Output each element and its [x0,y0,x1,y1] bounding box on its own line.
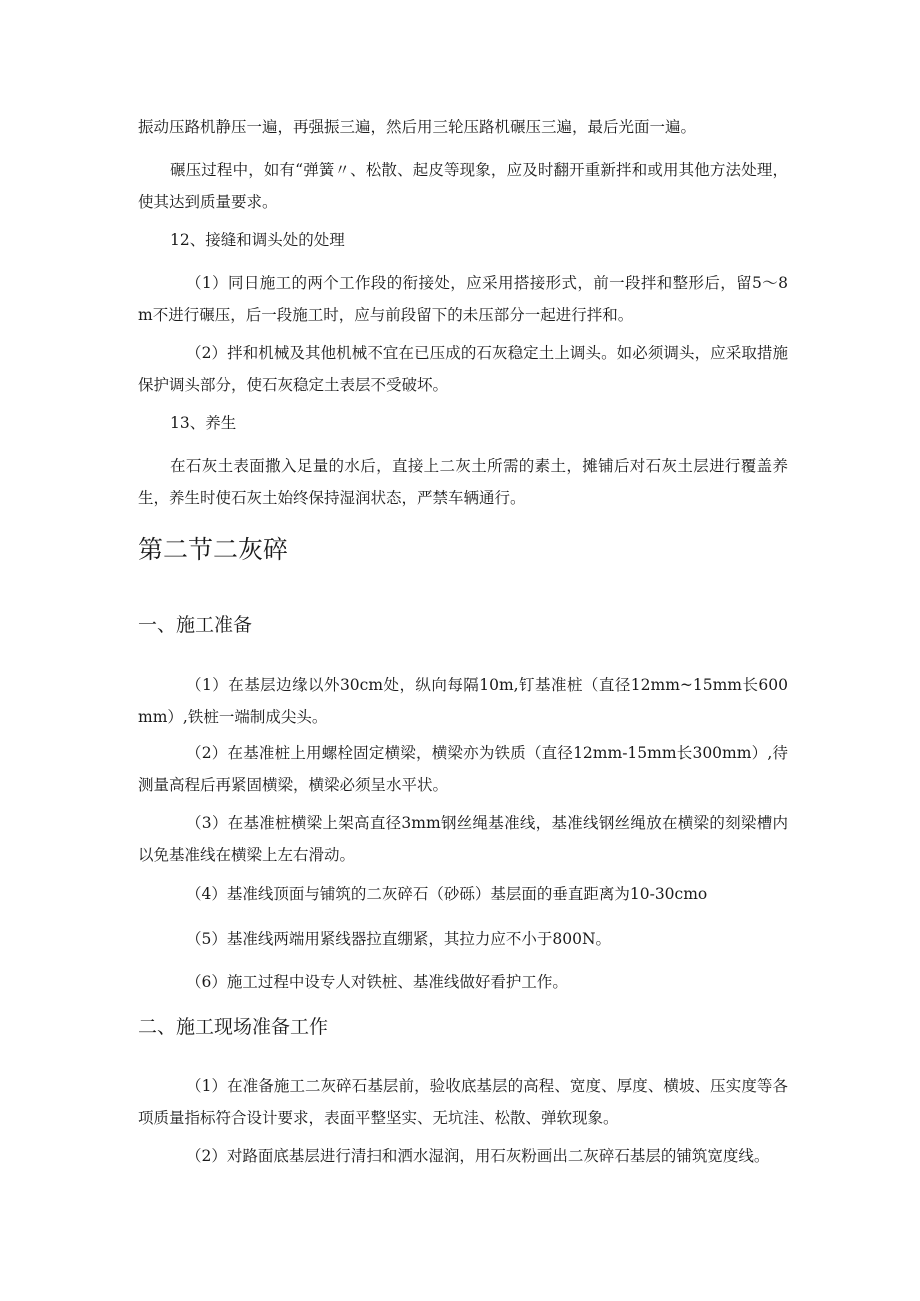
paragraph-curing: 在石灰土表面撒入足量的水后，直接上二灰土所需的素土，摊铺后对石灰土层进行覆盖养生，养生时使石灰土始终保持湿润状态，严禁车辆通行。 [138,457,788,507]
prep-item-5: （5）基准线两端用紧线器拉直绷紧，其拉力应不小于800N。 [186,930,612,948]
prep-item-4: （4）基准线顶面与铺筑的二灰碎石（砂砾）基层面的垂直距离为10-30cmo [186,885,708,903]
paragraph-roller-sequence: 振动压路机静压一遍，再强振三遍，然后用三轮压路机碾压三遍，最后光面一遍。 [138,118,697,136]
prep-item-1: （1）在基层边缘以外30cm处，纵向每隔10m,钉基准桩（直径12mm~15mm长600mm）,铁桩一端制成尖头。 [138,676,788,726]
prep-item-6: （6）施工过程中设专人对铁桩、基准线做好看护工作。 [186,973,568,991]
site-item-2: （2）对路面底基层进行清扫和洒水湿润，用石灰粉画出二灰碎石基层的铺筑宽度线。 [186,1147,770,1165]
paragraph-joint-overlap: （1）同日施工的两个工作段的衔接处，应采用搭接形式，前一段拌和整形后，留5〜8m不进行碾压，后一段施工时，应与前段留下的未压部分一起进行拌和。 [138,274,788,324]
subheading-curing: 13、养生 [170,414,237,432]
section-title: 第二节二灰碎 [138,535,289,564]
prep-item-2: （2）在基准桩上用螺栓固定横梁，横梁亦为铁质（直径12mm-15mm长300mm）,待测量高程后再紧固横梁，横梁必须呈水平状。 [138,744,788,794]
prep-item-3: （3）在基准桩横梁上架高直径3mm钢丝绳基准线，基准线钢丝绳放在横梁的刻梁槽内以免基准线在横梁上左右滑动。 [138,814,788,864]
site-item-1: （1）在准备施工二灰碎石基层前，验收底基层的高程、宽度、厚度、横坡、压实度等各项质量指标符合设计要求，表面平整坚实、无坑洼、松散、弹软现象。 [138,1077,788,1127]
paragraph-turning: （2）拌和机械及其他机械不宜在已压成的石灰稳定土上调头。如必须调头，应采取措施保护调头部分，使石灰稳定土表层不受破坏。 [138,344,788,394]
paragraph-rolling-issues: 碾压过程中，如有“弹簧〃、松散、起皮等现象，应及时翻开重新拌和或用其他方法处理，使其达到质量要求。 [138,161,788,211]
heading-construction-prep: 一、施工准备 [138,614,253,636]
subheading-joints: 12、接缝和调头处的处理 [170,231,345,249]
heading-site-prep: 二、施工现场准备工作 [138,1016,329,1038]
